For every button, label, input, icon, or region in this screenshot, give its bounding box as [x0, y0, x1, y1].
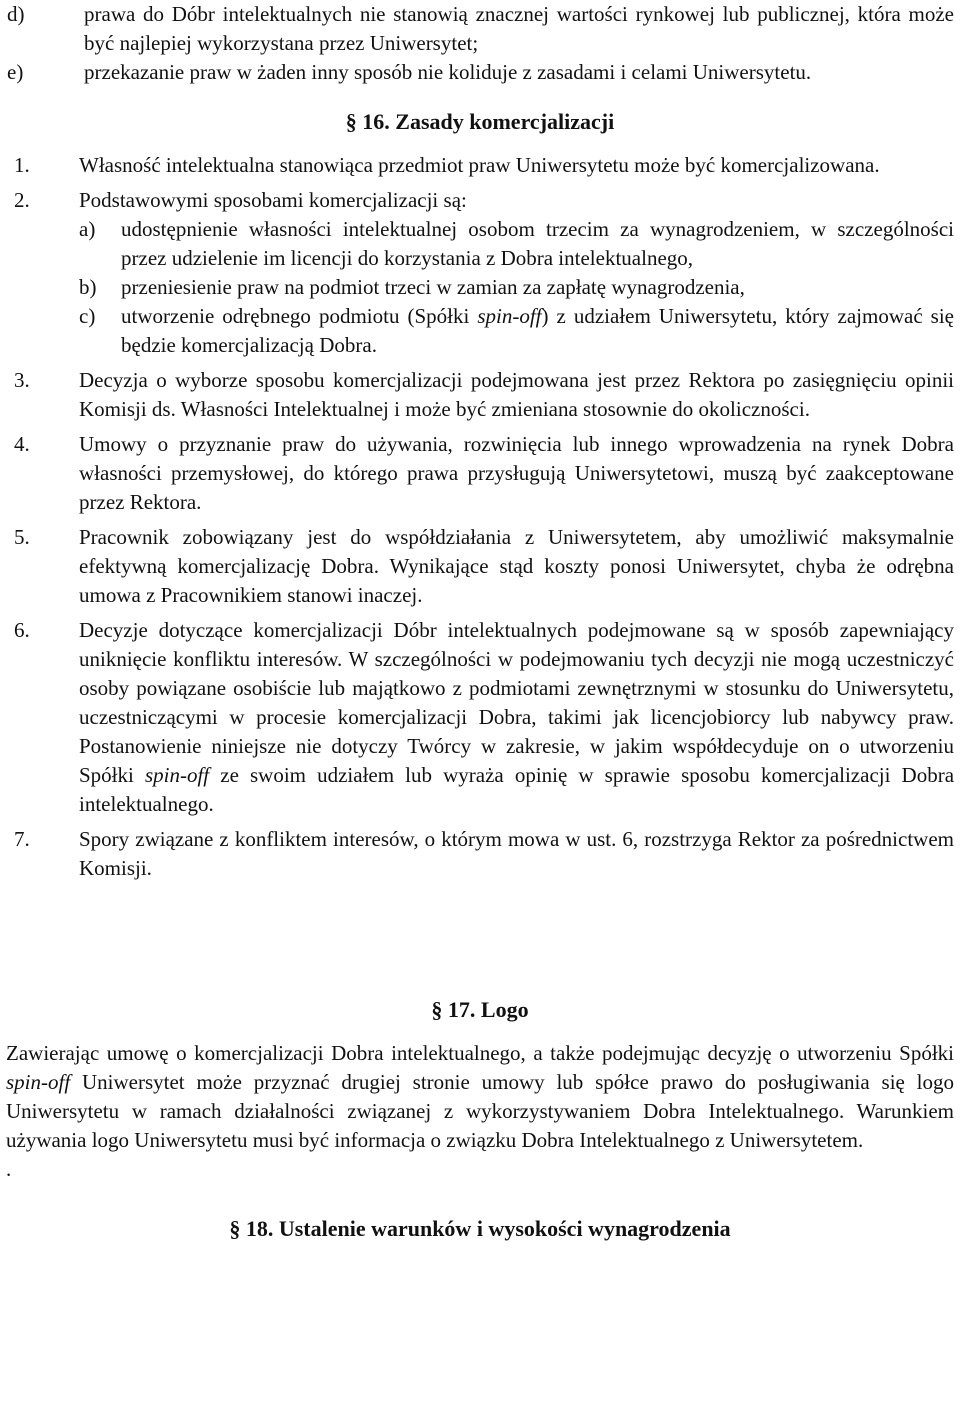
section-17-paragraph [6, 1039, 954, 1155]
method-item-c [79, 302, 955, 360]
item-number: 6. [14, 618, 30, 642]
item-text: Umowy o przyznanie praw do używania, rozwinięcia lub innego wprowadzenia na rynek Dobra własności przemysłowej, do którego prawa przysługują Uniwersytetowi, muszą być zaakceptowane przez Rektora. [79, 432, 954, 514]
section-16-item-6 [14, 616, 955, 819]
section-16-item-4 [14, 430, 954, 517]
sub-text-a: utworzenie odrębnego podmiotu (Spółki [121, 304, 470, 328]
list-item-text: prawa do Dóbr intelektualnych nie stanowią znacznej wartości rynkowej lub publicznej, która może być najlepiej wykorzystana przez Uniwersytet; [84, 2, 954, 55]
list-item-d [7, 0, 954, 58]
section-18-heading: § 18. Ustalenie warunków i wysokości wynagrodzenia [229, 1216, 731, 1241]
section-16-item-3 [14, 366, 954, 424]
item-text: Pracownik zobowiązany jest do współdziałania z Uniwersytetem, aby umożliwić maksymalnie efektywną komercjalizację Dobra. Wynikające stąd koszty ponosi Uniwersytet, chyba że odrębna umowa z Pracownikiem stanowi inaczej. [79, 525, 954, 607]
item-text-b: ze swoim udziałem lub wyraża opinię w sprawie sposobu komercjalizacji Dobra intelektualnego. [79, 763, 955, 816]
list-item-e [7, 58, 954, 87]
item-number: 2. [14, 188, 30, 212]
item-number: 5. [14, 525, 30, 549]
list-marker: d) [7, 2, 25, 26]
section-16-item-1 [14, 151, 954, 180]
paragraph-text-b: Uniwersytet może przyznać drugiej stronie umowy lub spółce prawo do posługiwania się logo Uniwersytetu w ramach działalności związanej z wykorzystywaniem Dobra Intelektualnego. Warunkiem używania logo Uniwersytetu musi być informacja o związku Dobra Intelektualnego z Uniwersytetem. [6, 1070, 955, 1152]
spin-off-term: spin-off [144, 763, 210, 787]
item-number: 7. [14, 827, 30, 851]
section-17-heading: § 17. Logo [431, 997, 529, 1022]
item-text: Własność intelektualna stanowiąca przedmiot praw Uniwersytetu może być komercjalizowana. [79, 153, 880, 177]
paragraph-text-a: Zawierając umowę o komercjalizacji Dobra intelektualnego, a także podejmując decyzję o utworzeniu Spółki [6, 1041, 954, 1065]
sub-text: przeniesienie praw na podmiot trzeci w zamian za zapłatę wynagrodzenia, [121, 275, 745, 299]
section-16-item-7 [14, 825, 954, 883]
item-text-a: Decyzje dotyczące komercjalizacji Dóbr intelektualnych podejmowane są w sposób zapewniający uniknięcie konfliktu interesów. W szczególności w podejmowaniu tych decyzji nie mogą uczestniczyć osoby powiązane osobiście lub majątkowo z podmiotami zewnętrznymi w stosunku do Uniwersytetu, uczestniczącymi w procesie komercjalizacji Dobra, takimi jak licencjobiorcy lub nabywcy praw. Postanowienie niniejsze nie dotyczy Twórcy w zakresie, w jakim współdecyduje on o utworzeniu Spółki [79, 618, 954, 787]
item-number: 1. [14, 153, 30, 177]
item-number: 3. [14, 368, 30, 392]
sub-marker: c) [79, 304, 96, 328]
method-item-b [79, 273, 954, 302]
sub-marker: b) [79, 275, 97, 299]
stray-dot: . [6, 1157, 12, 1181]
sub-text-b: ) z udziałem Uniwersytetu, który zajmować się będzie komercjalizacją Dobra. [121, 304, 955, 357]
section-16-item-2 [14, 186, 954, 215]
list-marker: e) [7, 60, 24, 84]
sub-text: udostępnienie własności intelektualnej osobom trzecim za wynagrodzeniem, w szczególności przez udzielenie im licencji do korzystania z Dobra intelektualnego, [121, 217, 954, 270]
spin-off-term: spin-off [6, 1070, 71, 1094]
method-item-a [79, 215, 954, 273]
item-number: 4. [14, 432, 30, 456]
item-text: Podstawowymi sposobami komercjalizacji są: [79, 188, 467, 212]
continued-list [6, 0, 954, 87]
methods-sublist [79, 215, 954, 360]
section-16-item-5 [14, 523, 954, 610]
item-text: Decyzja o wyborze sposobu komercjalizacji podejmowana jest przez Rektora po zasięgnięciu opinii Komisji ds. Własności Intelektualnej i może być zmieniana stosownie do okoliczności. [79, 368, 954, 421]
list-item-text: przekazanie praw w żaden inny sposób nie koliduje z zasadami i celami Uniwersytetu. [84, 60, 812, 84]
item-text: Spory związane z konfliktem interesów, o którym mowa w ust. 6, rozstrzyga Rektor za pośrednictwem Komisji. [79, 827, 954, 880]
spin-off-term: spin-off [477, 304, 542, 328]
sub-marker: a) [79, 217, 96, 241]
section-16-list [6, 151, 954, 883]
section-16-heading: § 16. Zasady komercjalizacji [345, 109, 615, 134]
